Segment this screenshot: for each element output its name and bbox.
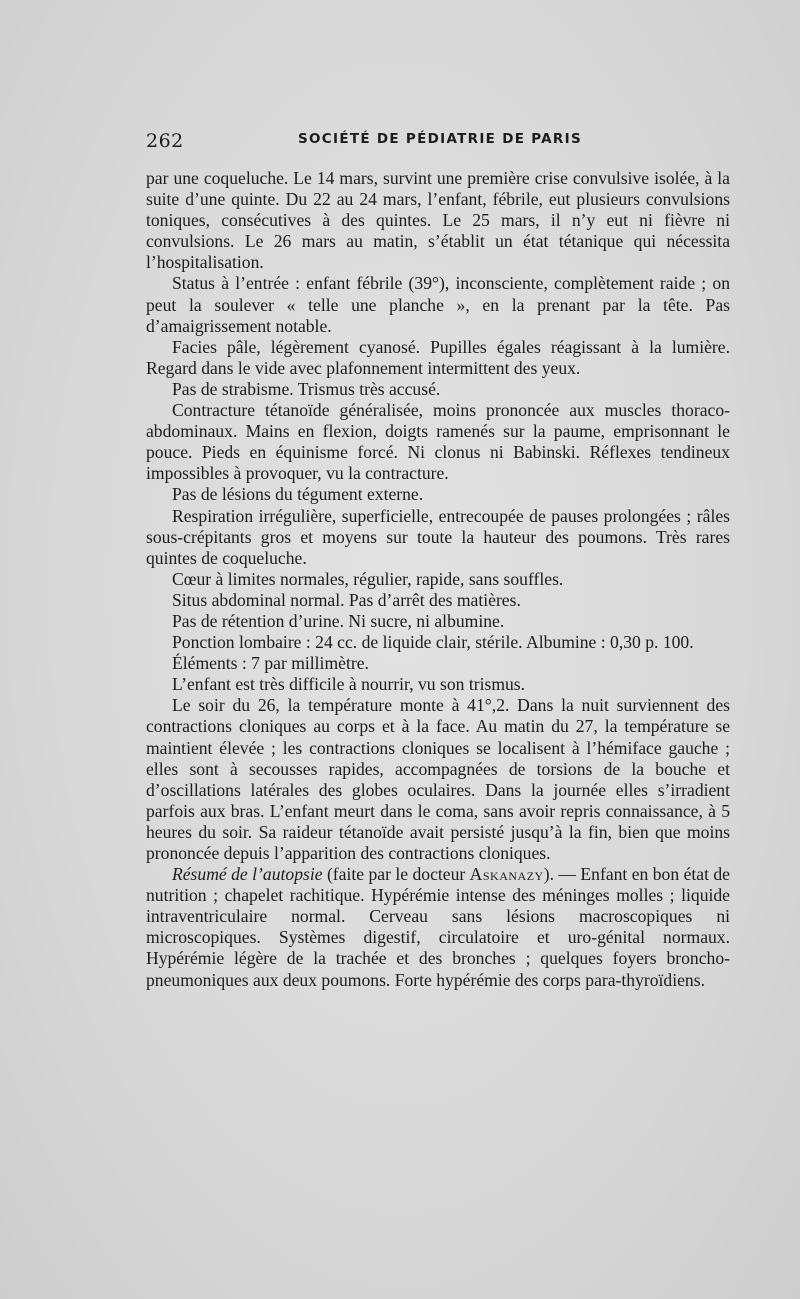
paragraph: Pas de strabisme. Trismus très accusé. <box>172 378 441 399</box>
paragraph: Cœur à limites normales, régulier, rapide, sans souffles. <box>172 568 564 589</box>
paragraph: Pas de lésions du tégument externe. <box>172 484 424 505</box>
paragraph: Status à l’entrée : enfant fébrile (39°), inconsciente, complètement raide ; on peut la soulever « telle une planche », en la prenant par la tête. Pas d’amaigrissement notable. <box>146 273 730 336</box>
paragraph: Pas de rétention d’urine. Ni sucre, ni albumine. <box>172 610 505 631</box>
autopsy-author: Askanazy <box>469 864 544 885</box>
autopsy-intro: (faite par le docteur <box>322 864 470 885</box>
body-text <box>146 168 730 991</box>
autopsy-label: Résumé de l’autopsie <box>172 864 323 885</box>
autopsy-text: ). — Enfant en bon état de nutrition ; chapelet rachitique. Hypérémie intense des méninges molles ; liquide intraventriculaire normal. Cerveau sans lésions macroscopiques ni microscopiques. Systèmes digestif, circulatoire et uro-génital normaux. Hypérémie légère de la trachée et des bronches ; quelques foyers broncho-pneumoniques aux deux poumons. Forte hypérémie des corps para-thyroïdiens. <box>146 864 730 990</box>
autopsy-paragraph <box>146 864 730 991</box>
paragraph: Ponction lombaire : 24 cc. de liquide clair, stérile. Albumine : 0,30 p. 100. <box>172 632 694 653</box>
running-title: SOCIÉTÉ DE PÉDIATRIE DE PARIS <box>298 131 582 147</box>
paragraph: par une coqueluche. Le 14 mars, survint une première crise convulsive isolée, à la suite d’une quinte. Du 22 au 24 mars, l’enfant, fébrile, eut plusieurs convulsions toniques, consécutives à des quintes. Le 25 mars, il n’y eut ni fièvre ni convulsions. Le 26 mars au matin, s’établit un état tétanique qui nécessita l’hospitalisation. <box>146 168 730 273</box>
paragraph: L’enfant est très difficile à nourrir, vu son trismus. <box>172 674 526 695</box>
page-header <box>146 128 726 152</box>
paragraph: Situs abdominal normal. Pas d’arrêt des matières. <box>172 589 521 610</box>
paragraph: Facies pâle, légèrement cyanosé. Pupilles égales réagissant à la lumière. Regard dans le vide avec plafonnement intermittent des yeux. <box>146 336 730 378</box>
paragraph: Respiration irrégulière, superficielle, entrecoupée de pauses prolongées ; râles sous-crépitants gros et moyens sur toute la hauteur des poumons. Très rares quintes de coqueluche. <box>146 505 730 568</box>
paragraph: Éléments : 7 par millimètre. <box>172 653 369 674</box>
page-number: 262 <box>146 130 184 152</box>
paragraph: Le soir du 26, la température monte à 41°,2. Dans la nuit surviennent des contractions cloniques au corps et à la face. Au matin du 27, la température se maintient élevée ; les contractions cloniques se localisent à l’hémiface gauche ; elles sont à secousses rapides, accompagnées de torsions de la bouche et d’oscillations latérales des globes oculaires. Dans la journée elles s’irradient parfois aux bras. L’enfant meurt dans le coma, sans avoir repris connaissance, à 5 heures du soir. Sa raideur tétanoïde avait persisté jusqu’à la fin, bien que moins prononcée depuis l’apparition des contractions cloniques. <box>146 695 730 863</box>
paragraph: Contracture tétanoïde généralisée, moins prononcée aux muscles thoraco-abdominaux. Mains en flexion, doigts ramenés sur la paume, emprisonnant le pouce. Pieds en équinisme forcé. Ni clonus ni Babinski. Réflexes tendineux impossibles à provoquer, vu la contracture. <box>146 400 730 484</box>
